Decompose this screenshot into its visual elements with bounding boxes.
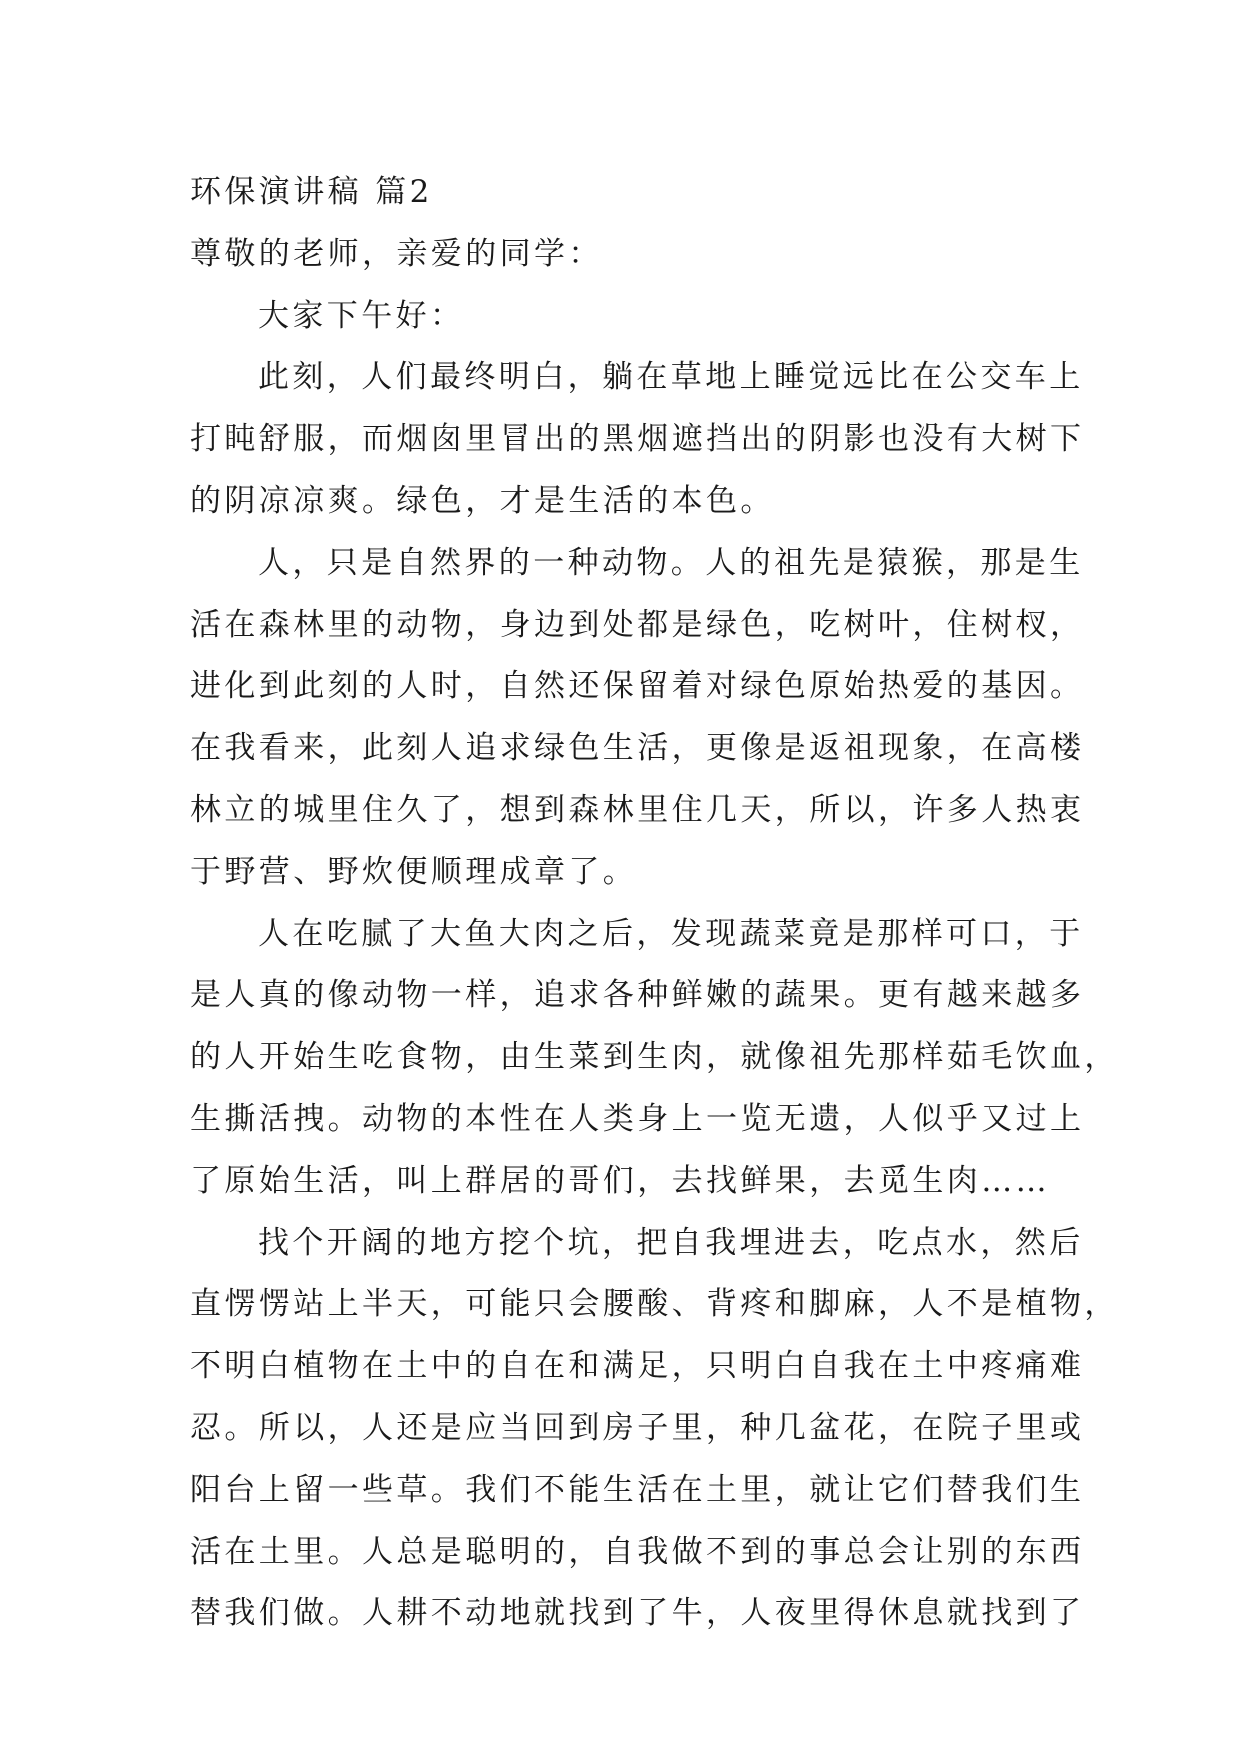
text-line: 在我看来，此刻人追求绿色生活，更像是返祖现象，在高楼 [190, 730, 1085, 767]
text-line: 林立的城里住久了，想到森林里住几天，所以，许多人热衷 [190, 791, 1085, 828]
document-body [190, 162, 1119, 1645]
text-line: 打盹舒服，而烟囱里冒出的黑烟遮挡出的阴影也没有大树下 [190, 421, 1085, 458]
greeting: 大家下午好： [258, 297, 465, 334]
text-line: 替我们做。人耕不动地就找到了牛，人夜里得休息就找到了 [190, 1595, 1085, 1632]
text-line: 是人真的像动物一样，追求各种鲜嫩的蔬果。更有越来越多 [190, 977, 1085, 1014]
text-line: 生撕活拽。动物的本性在人类身上一览无遗，人似乎又过上 [190, 1100, 1085, 1137]
text-line: 人，只是自然界的一种动物。人的祖先是猿猴，那是生 [258, 544, 1084, 581]
text-line: 进化到此刻的人时，自然还保留着对绿色原始热爱的基因。 [190, 668, 1085, 705]
text-line: 了原始生活，叫上群居的哥们，去找鲜果，去觅生肉…… [190, 1162, 1050, 1199]
document-title: 环保演讲稿 篇2 [190, 174, 433, 210]
text-line: 直愣愣站上半天，可能只会腰酸、背疼和脚麻，人不是植物， [190, 1286, 1119, 1323]
body-paragraphs [190, 347, 1119, 1645]
text-line: 找个开阔的地方挖个坑，把自我埋进去，吃点水，然后 [258, 1224, 1084, 1261]
text-line: 活在森林里的动物，身边到处都是绿色，吃树叶，住树杈， [190, 606, 1085, 643]
text-line: 的人开始生吃食物，由生菜到生肉，就像祖先那样茹毛饮血， [190, 1039, 1119, 1076]
text-line: 人在吃腻了大鱼大肉之后，发现蔬菜竟是那样可口，于 [258, 915, 1084, 952]
text-line: 活在土里。人总是聪明的，自我做不到的事总会让别的东西 [190, 1533, 1085, 1570]
salutation: 尊敬的老师，亲爱的同学： [190, 235, 603, 272]
text-line: 阳台上留一些草。我们不能生活在土里，就让它们替我们生 [190, 1471, 1085, 1508]
text-line: 于野营、野炊便顺理成章了。 [190, 853, 638, 890]
text-line: 不明白植物在土中的自在和满足，只明白自我在土中疼痛难 [190, 1348, 1085, 1385]
text-line: 的阴凉凉爽。绿色，才是生活的本色。 [190, 482, 775, 519]
text-line: 忍。所以，人还是应当回到房子里，种几盆花，在院子里或 [190, 1409, 1085, 1446]
text-line: 此刻，人们最终明白，躺在草地上睡觉远比在公交车上 [258, 359, 1084, 396]
